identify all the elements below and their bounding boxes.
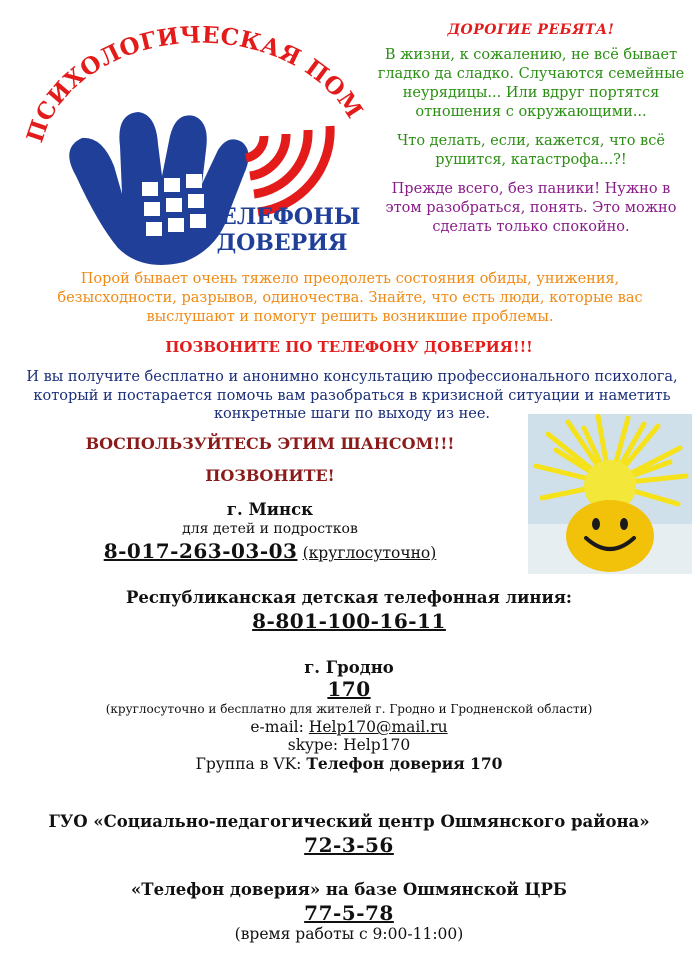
intro-block <box>372 22 690 247</box>
minsk-block <box>60 500 480 563</box>
intro-paragraph-2: Что делать, если, кажется, что всё рушится, катастрофа...?! <box>397 133 665 168</box>
minsk-phone-link[interactable]: 8-017-263-03-03 <box>103 539 298 563</box>
grodno-phone-link[interactable]: 170 <box>327 677 371 701</box>
oshmyany-crb-title: «Телефон доверия» на базе Ошмянской ЦРБ <box>130 880 567 899</box>
minsk-city: г. Минск <box>226 500 314 519</box>
grodno-city: г. Гродно <box>304 658 394 677</box>
chance-heading: ВОСПОЛЬЗУЙТЕСЬ ЭТИМ ШАНСОМ!!! <box>85 434 455 453</box>
logo-arc-text: ПСИХОЛОГИЧЕСКАЯ ПОМ <box>24 26 369 146</box>
oshmyany-center-title: ГУО «Социально-педагогический центр Ошмянского района» <box>48 812 650 831</box>
republic-block <box>0 588 698 633</box>
consultation-paragraph: И вы получите бесплатно и анонимно консультацию профессионального психолога, который и постарается помочь вам разобраться в кризисной ситуации и наметить конкретные шаги по выходу из нее. <box>26 369 678 422</box>
skype-text: skype: Help170 <box>287 736 411 754</box>
vk-group-name: Телефон доверия 170 <box>306 754 503 773</box>
vk-label: Группа в VK: <box>195 755 307 773</box>
intro-paragraph-3: Прежде всего, без паники! Нужно в этом разобраться, понять. Это можно сделать только спокойно. <box>385 181 677 235</box>
oshmyany-center-block <box>0 812 698 857</box>
email-link[interactable]: Help170@mail.ru <box>308 718 448 736</box>
smiley-flower-image <box>528 414 692 574</box>
oshmyany-crb-phone-link[interactable]: 77-5-78 <box>304 901 394 925</box>
orange-paragraph: Порой бывает очень тяжело преодолеть состояния обиды, унижения, безысходности, разрывов, одиночества. Знайте, что есть люди, которые вас выслушают и помогут решить возникшие проблемы. <box>57 271 643 325</box>
minsk-phone-note: (круглосуточно) <box>302 544 437 562</box>
oshmyany-center-phone-link[interactable]: 72-3-56 <box>304 833 394 857</box>
keypad-icon <box>142 174 206 236</box>
oshmyany-crb-block <box>0 880 698 943</box>
call-now-heading: ПОЗВОНИТЕ! <box>205 466 335 485</box>
grodno-block <box>0 658 698 773</box>
republic-phone-link[interactable]: 8-801-100-16-11 <box>252 609 446 633</box>
logo-line-2: ДОВЕРИЯ <box>216 230 348 256</box>
republic-title: Республиканская детская телефонная линия: <box>125 588 573 607</box>
signal-waves-icon <box>246 126 330 212</box>
intro-paragraph-1: В жизни, к сожалению, не всё бывает гладко да сладко. Случаются семейные неурядицы... Или вдруг портятся отношения с окружающими... <box>377 47 685 120</box>
grodno-note: (круглосуточно и бесплатно для жителей г. Гродно и Гродненской области) <box>105 702 593 716</box>
email-label: e-mail: <box>250 718 309 736</box>
psychological-help-logo <box>24 26 370 272</box>
logo-line-1: ТЕЛЕФОНЫ <box>203 204 361 230</box>
call-heading: ПОЗВОНИТЕ ПО ТЕЛЕФОНУ ДОВЕРИЯ!!! <box>165 338 533 356</box>
minsk-audience: для детей и подростков <box>182 521 358 537</box>
intro-heading: ДОРОГИЕ РЕБЯТА! <box>447 22 615 38</box>
oshmyany-crb-hours: (время работы с 9:00-11:00) <box>234 925 464 943</box>
